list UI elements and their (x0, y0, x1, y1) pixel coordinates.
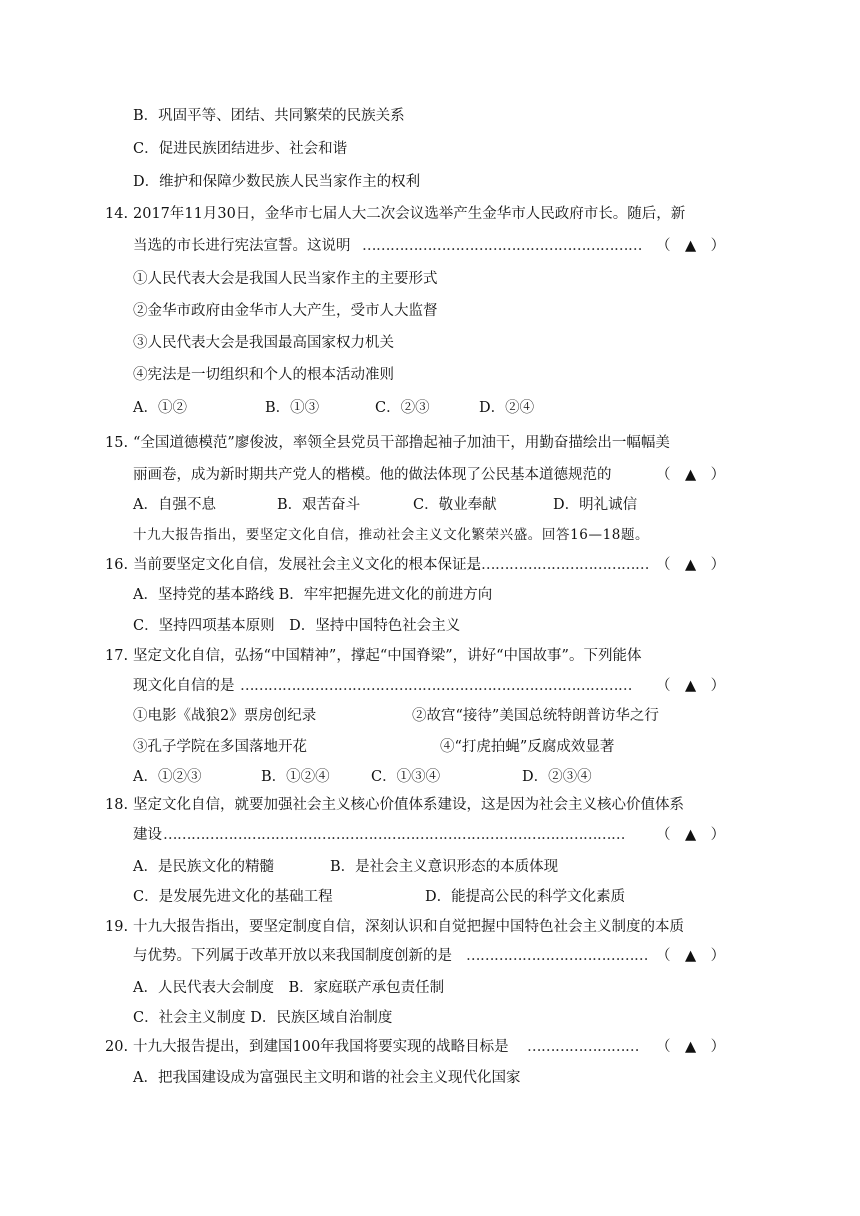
q18-dot-leader: ……………………………………………………………………………………… (163, 827, 625, 843)
q20-number: 20. (105, 1039, 129, 1055)
q14-option-c: C．②③ (375, 400, 430, 416)
q18-option-d: D．能提高公民的科学文化素质 (425, 889, 626, 905)
q19-dot-leader: ………………………………… (466, 948, 648, 964)
q14-answer-blank: （ ▲ ） (656, 238, 726, 254)
q19-stem-line2: 与优势。下列属于改革开放以来我国制度创新的是 (133, 948, 452, 964)
q17-answer-blank: （ ▲ ） (656, 678, 726, 694)
q15-option-a: A．自强不息 (133, 497, 216, 513)
q19-options-row2: C．社会主义制度 D．民族区域自治制度 (133, 1010, 393, 1026)
q17-item-4: ④“打虎拍蝇”反腐成效显著 (440, 739, 615, 755)
q16-stem-line1: 当前要坚定文化自信，发展社会主义文化的根本保证是 (133, 557, 481, 573)
q19-stem-line1: 十九大报告指出，要坚定制度自信，深刻认识和自觉把握中国特色社会主义制度的本质 (133, 919, 684, 935)
q15-option-b: B．艰苦奋斗 (277, 497, 361, 513)
q13-option-d: D．维护和保障少数民族人民当家作主的权利 (133, 174, 421, 190)
q14-item-3: ③人民代表大会是我国最高国家权力机关 (133, 335, 394, 351)
q17-item-2: ②故宫“接待”美国总统特朗普访华之行 (412, 708, 659, 724)
q13-option-b: B．巩固平等、团结、共同繁荣的民族关系 (133, 108, 405, 124)
q17-stem-line2: 现文化自信的是 (133, 678, 235, 694)
q14-item-2: ②金华市政府由金华市人大产生，受市人大监督 (133, 303, 438, 319)
q14-item-4: ④宪法是一切组织和个人的根本活动准则 (133, 367, 394, 383)
q17-option-c: C．①③④ (371, 769, 441, 785)
q14-option-d: D．②④ (479, 400, 535, 416)
q14-option-b: B．①③ (265, 400, 320, 416)
q20-dot-leader: …………………… (527, 1039, 639, 1055)
q16-options-row2: C．坚持四项基本原则 D．坚持中国特色社会主义 (133, 618, 461, 634)
q18-answer-blank: （ ▲ ） (656, 827, 726, 843)
q20-stem-line1: 十九大报告提出，到建国100年我国将要实现的战略目标是 (133, 1039, 509, 1055)
q16-answer-blank: （ ▲ ） (656, 557, 726, 573)
q18-stem-line2: 建设 (133, 827, 162, 843)
section-intro: 十九大报告指出，要坚定文化自信，推动社会主义文化繁荣兴盛。回答16—18题。 (133, 527, 650, 543)
q15-answer-blank: （ ▲ ） (656, 467, 726, 483)
q14-stem-line2: 当选的市长进行宪法宣誓。这说明 (133, 238, 351, 254)
q20-answer-blank: （ ▲ ） (656, 1039, 726, 1055)
q17-number: 17. (105, 648, 129, 664)
q20-option-a: A．把我国建设成为富强民主文明和谐的社会主义现代化国家 (133, 1070, 521, 1086)
q16-dot-leader: ………………………………… (467, 557, 649, 573)
q14-option-a: A．①② (133, 400, 187, 416)
q14-number: 14. (105, 206, 129, 222)
q17-dot-leader: ………………………………………………………………………… (240, 678, 632, 694)
q14-stem-line1: 2017年11月30日，金华市七届人大二次会议选举产生金华市人民政府市长。随后，新 (133, 206, 686, 222)
q15-stem-line1: “全国道德模范”廖俊波，率领全县党员干部撸起袖子加油干，用勤奋描绘出一幅幅美 (133, 435, 670, 451)
q17-option-a: A．①②③ (133, 769, 202, 785)
q18-option-b: B．是社会主义意识形态的本质体现 (330, 859, 559, 875)
q15-option-d: D．明礼诚信 (553, 497, 638, 513)
q15-number: 15. (105, 435, 129, 451)
q16-options-row1: A．坚持党的基本路线 B．牢牢把握先进文化的前进方向 (133, 587, 493, 603)
q14-dot-leader: …………………………………………………… (362, 238, 642, 254)
q16-number: 16. (105, 557, 129, 573)
q17-item-3: ③孔子学院在多国落地开花 (133, 739, 307, 755)
q14-item-1: ①人民代表大会是我国人民当家作主的主要形式 (133, 271, 438, 287)
q18-stem-line1: 坚定文化自信，就要加强社会主义核心价值体系建设，这是因为社会主义核心价值体系 (133, 797, 684, 813)
q17-option-b: B．①②④ (261, 769, 330, 785)
q18-number: 18. (105, 797, 129, 813)
q17-option-d: D．②③④ (522, 769, 592, 785)
q17-item-1: ①电影《战狼2》票房创纪录 (133, 708, 317, 724)
q19-options-row1: A．人民代表大会制度 B．家庭联产承包责任制 (133, 980, 445, 996)
q19-number: 19. (105, 919, 129, 935)
q18-option-c: C．是发展先进文化的基础工程 (133, 889, 333, 905)
q17-stem-line1: 坚定文化自信，弘扬“中国精神”，撑起“中国脊梁”，讲好“中国故事”。下列能体 (133, 648, 642, 664)
q15-option-c: C．敬业奉献 (413, 497, 497, 513)
q15-stem-line2: 丽画卷，成为新时期共产党人的楷模。他的做法体现了公民基本道德规范的 (133, 467, 612, 483)
q13-option-c: C．促进民族团结进步、社会和谐 (133, 141, 348, 157)
q18-option-a: A．是民族文化的精髓 (133, 859, 274, 875)
q19-answer-blank: （ ▲ ） (656, 948, 726, 964)
